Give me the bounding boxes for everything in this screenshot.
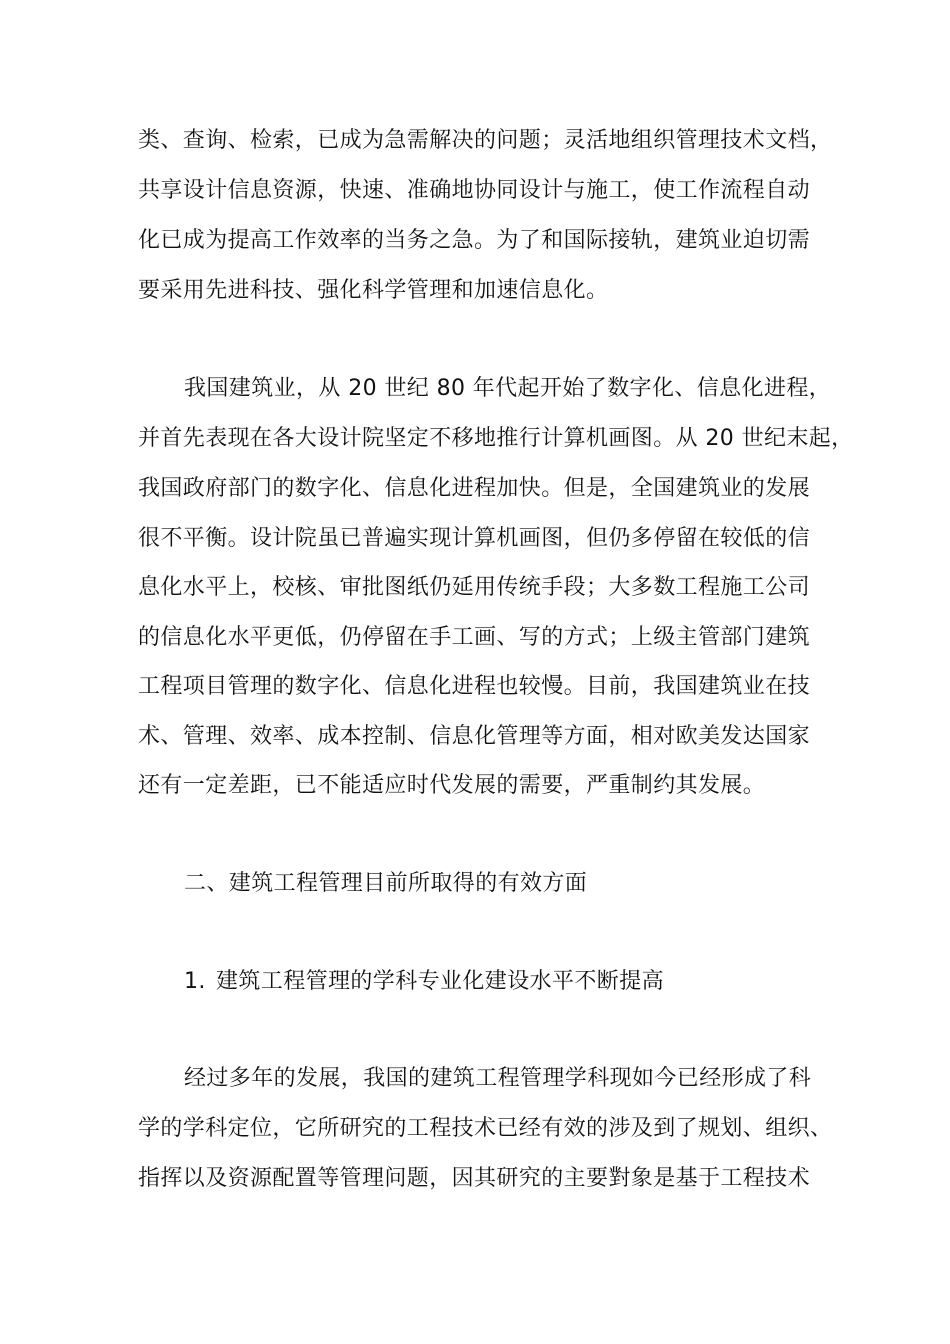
list-item-number: 1. — [184, 969, 206, 994]
paragraph-2-line-2: 并首先表现在各大设计院坚定不移地推行计算机画图。从 20 世纪末起， — [138, 426, 854, 451]
paragraph-2-line-7: 工程项目管理的数字化、信息化进程也较慢。目前，我国建筑业在技 — [138, 674, 811, 699]
list-item — [184, 968, 664, 996]
paragraph-2-line-8: 术、管理、效率、成本控制、信息化管理等方面，相对欧美发达国家 — [138, 724, 811, 749]
paragraph-3-line-1: 经过多年的发展，我国的建筑工程管理学科现如今已经形成了科 — [184, 1066, 812, 1091]
paragraph-2-line-5: 息化水平上，校核、审批图纸仍延用传统手段；大多数工程施工公司 — [138, 575, 811, 600]
paragraph-2-line-9: 还有一定差距，已不能适应时代发展的需要，严重制约其发展。 — [138, 773, 766, 798]
paragraph-2-line-1: 我国建筑业，从 20 世纪 80 年代起开始了数字化、信息化进程， — [184, 376, 832, 401]
paragraph-2-line-3: 我国政府部门的数字化、信息化进程加快。但是，全国建筑业的发展 — [138, 476, 811, 501]
paragraph-2-line-4: 很不平衡。设计院虽已普遍实现计算机画图，但仍多停留在较低的信 — [138, 526, 811, 551]
paragraph-1-line-1: 类、查询、检索，已成为急需解决的问题；灵活地组织管理技术文档， — [138, 128, 833, 153]
paragraph-1-line-2: 共享设计信息资源，快速、准确地协同设计与施工，使工作流程自动 — [138, 178, 811, 203]
section-heading: 二、建筑工程管理目前所取得的有效方面 — [184, 871, 588, 896]
list-item-text: 建筑工程管理的学科专业化建设水平不断提高 — [216, 969, 665, 994]
paragraph-1-line-4: 要采用先进科技、强化科学管理和加速信息化。 — [138, 278, 609, 303]
paragraph-3-line-3: 指挥以及资源配置等管理问题，因其研究的主要對象是基于工程技术 — [138, 1166, 811, 1191]
paragraph-1-line-3: 化已成为提高工作效率的当务之急。为了和国际接轨，建筑业迫切需 — [138, 228, 811, 253]
paragraph-2-line-6: 的信息化水平更低，仍停留在手工画、写的方式；上级主管部门建筑 — [138, 625, 811, 650]
paragraph-3-line-2: 学的学科定位，它所研究的工程技术已经有效的涉及到了规划、组织、 — [138, 1116, 833, 1141]
